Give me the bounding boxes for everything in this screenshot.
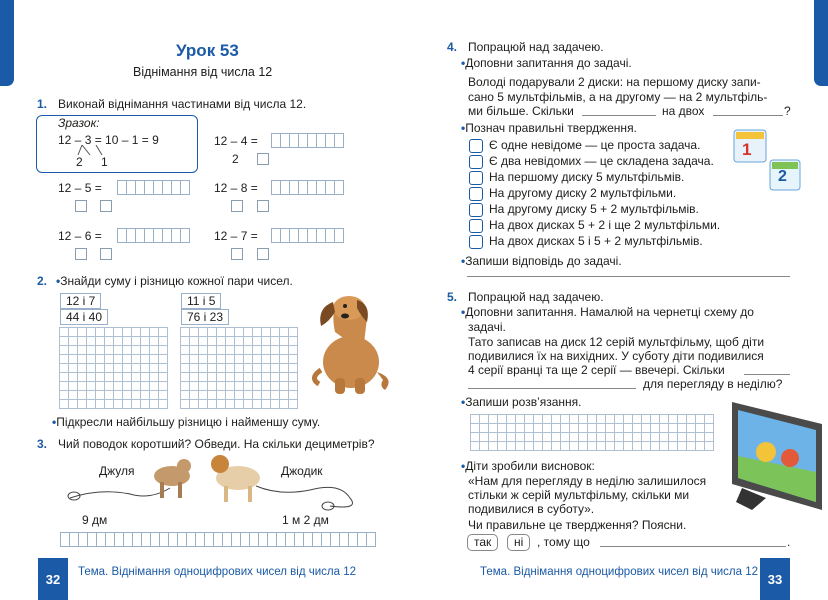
statement-7: На двох дисках 5 і 5 + 2 мультфільмів. xyxy=(489,234,703,248)
statement-checkbox-5[interactable] xyxy=(469,203,483,217)
task-5-quote-1: «Нам для перегляду в неділю залишилося xyxy=(468,474,707,488)
task-4-q1: •Доповни запитання до задачі. xyxy=(461,56,632,70)
footer-topic-right: Тема. Віднімання одноцифрових чисел від числа 12 xyxy=(480,566,758,578)
statement-checkbox-1[interactable] xyxy=(469,139,483,153)
part-box[interactable] xyxy=(257,153,269,165)
task-2-text: •Знайди суму і різницю кожної пари чисел. xyxy=(56,274,293,288)
task-4-head: Попрацюй над задачею. xyxy=(468,40,604,54)
statement-4: На другому диску 2 мультфільми. xyxy=(489,186,677,200)
task-4-blank-1[interactable] xyxy=(582,115,656,116)
leash-length-1: 9 дм xyxy=(82,513,108,527)
option-yes[interactable]: так xyxy=(467,534,498,551)
pair-2: 11 і 5 xyxy=(181,293,221,309)
because-text: , тому що xyxy=(537,535,590,549)
task-4-q3-text: Запиши відповідь до задачі. xyxy=(465,254,622,268)
answer-cells[interactable] xyxy=(117,180,190,195)
statement-checkbox-6[interactable] xyxy=(469,219,483,233)
sample-part-1: 2 xyxy=(76,155,83,169)
page-number-left: 32 xyxy=(38,558,68,600)
task-5-blank-2[interactable] xyxy=(468,388,636,389)
pair-3: 44 і 40 xyxy=(60,309,108,325)
task-4-q1-text: Доповни запитання до задачі. xyxy=(465,56,632,70)
part-box[interactable] xyxy=(257,248,269,260)
pair-1: 12 і 7 xyxy=(60,293,101,309)
task-5-story-1: Тато записав на диск 12 серій мультфільму, щоб діти xyxy=(468,335,765,349)
statement-3: На першому диску 5 мультфільмів. xyxy=(489,170,685,184)
dog-name-1: Джуля xyxy=(99,464,135,478)
task-4-story-2: сано 5 мультфільмів, а на другому — на 2 мультфіль- xyxy=(468,90,768,104)
task-3-number: 3. xyxy=(37,437,48,451)
solution-grid[interactable] xyxy=(470,414,714,451)
statement-checkbox-2[interactable] xyxy=(469,155,483,169)
sample-part-2: 1 xyxy=(101,155,108,169)
statement-6: На двох дисках 5 + 2 і ще 2 мультфільми. xyxy=(489,218,721,232)
task-5-q3-text: Діти зробили висновок: xyxy=(465,459,595,473)
part-box[interactable] xyxy=(100,200,112,212)
part-box[interactable] xyxy=(257,200,269,212)
task-4-q2: •Познач правильні твердження. xyxy=(461,121,637,135)
page-number-right: 33 xyxy=(760,558,790,600)
task-5-q1-text: Доповни запитання. Намалюй на чернетці схему до xyxy=(465,305,754,319)
task-3-answer-cells[interactable] xyxy=(60,532,376,547)
part-box[interactable] xyxy=(75,200,87,212)
end-period: . xyxy=(787,535,791,549)
task-4-story-3b: на двох xyxy=(662,104,705,118)
expr-12-6: 12 – 6 = xyxy=(58,229,102,243)
answer-cells[interactable] xyxy=(271,133,344,148)
task-1-number: 1. xyxy=(37,97,48,111)
dog-name-2: Джодик xyxy=(281,464,323,478)
task-5-story-2: подивилися їх на вихідних. У суботу діти подивилися xyxy=(468,349,764,363)
work-grid-2[interactable] xyxy=(180,327,298,409)
part-box[interactable] xyxy=(231,248,243,260)
task-2-note-text: Підкресли найбільшу різницю і найменшу суму. xyxy=(56,415,321,429)
task-5-number: 5. xyxy=(447,290,458,304)
task-3-text: Чий поводок коротший? Обведи. На скільки дециметрів? xyxy=(58,437,375,451)
task-4-q2-text: Познач правильні твердження. xyxy=(465,121,637,135)
task-4-blank-2[interactable] xyxy=(713,115,783,116)
task-2-label: Знайди суму і різницю кожної пари чисел. xyxy=(60,274,293,288)
task-2-number: 2. xyxy=(37,274,48,288)
statement-5: На другому диску 5 + 2 мультфільмів. xyxy=(489,202,699,216)
task-5-story-3: 4 серії вранці та ще 2 серії — ввечері. Скільки xyxy=(468,363,725,377)
expr-12-5: 12 – 5 = xyxy=(58,181,102,195)
task-5-q1: •Доповни запитання. Намалюй на чернетці схему до xyxy=(461,305,754,319)
task-2-note: •Підкресли найбільшу різницю і найменшу суму. xyxy=(52,415,321,429)
hint-part: 2 xyxy=(232,152,239,166)
sample-expression: 12 – 3 = 10 – 1 = 9 xyxy=(58,133,159,147)
left-edge-tab xyxy=(0,0,14,86)
sample-label: Зразок: xyxy=(58,116,100,130)
lesson-subtitle: Віднімання від числа 12 xyxy=(133,65,273,79)
sitting-dog-illustration xyxy=(305,292,400,396)
work-grid-1[interactable] xyxy=(59,327,168,409)
task-4-number: 4. xyxy=(447,40,458,54)
task-5-q3: •Діти зробили висновок: xyxy=(461,459,595,473)
task-4-q3: •Запиши відповідь до задачі. xyxy=(461,254,622,268)
task-5-story-4: для перегляду в неділю? xyxy=(643,377,783,391)
pair-4: 76 і 23 xyxy=(181,309,229,325)
task-4-story-3c: ? xyxy=(784,104,791,118)
answer-cells[interactable] xyxy=(117,228,190,243)
option-no[interactable]: ні xyxy=(507,534,530,551)
footer-topic-left: Тема. Віднімання одноцифрових чисел від числа 12 xyxy=(78,566,356,578)
statement-checkbox-4[interactable] xyxy=(469,187,483,201)
answer-cells[interactable] xyxy=(271,180,344,195)
task-5-quote-2: стільки ж серій мультфільму, скільки ми xyxy=(468,488,690,502)
tv-illustration xyxy=(726,398,826,520)
task-5-quote-3: подивилися в суботу». xyxy=(468,502,595,516)
task-1-text: Виконай віднімання частинами від числа 12. xyxy=(58,97,307,111)
task-5-question: Чи правильне це твердження? Поясни. xyxy=(468,518,687,532)
expr-12-8: 12 – 8 = xyxy=(214,181,258,195)
task-5-explanation-line[interactable] xyxy=(600,546,786,547)
task-5-q2: •Запиши розв’язання. xyxy=(461,395,582,409)
task-4-story-1: Володі подарували 2 диски: на першому диску запи- xyxy=(468,75,761,89)
task-5-head: Попрацюй над задачею. xyxy=(468,290,604,304)
lesson-title: Урок 53 xyxy=(176,41,239,60)
expr-12-4: 12 – 4 = xyxy=(214,134,258,148)
part-box[interactable] xyxy=(100,248,112,260)
statement-checkbox-7[interactable] xyxy=(469,235,483,249)
dog-leash-illustration xyxy=(60,452,382,512)
task-5-q2-text: Запиши розв’язання. xyxy=(465,395,582,409)
task-4-answer-line[interactable] xyxy=(467,276,790,277)
part-box[interactable] xyxy=(231,200,243,212)
statement-1: Є одне невідоме — це проста задача. xyxy=(489,138,701,152)
task-4-story-3a: ми більше. Скільки xyxy=(468,104,574,118)
disc-2-number: 2 xyxy=(778,168,787,185)
task-5-q1b: задачі. xyxy=(468,320,506,334)
disc-1-number: 1 xyxy=(742,140,752,159)
right-edge-tab xyxy=(814,0,828,86)
expr-12-7: 12 – 7 = xyxy=(214,229,258,243)
task-5-blank-1[interactable] xyxy=(744,374,790,375)
answer-cells[interactable] xyxy=(271,228,344,243)
leash-length-2: 1 м 2 дм xyxy=(282,513,329,527)
statement-2: Є два невідомих — це складена задача. xyxy=(489,154,714,168)
statement-checkbox-3[interactable] xyxy=(469,171,483,185)
part-box[interactable] xyxy=(75,248,87,260)
